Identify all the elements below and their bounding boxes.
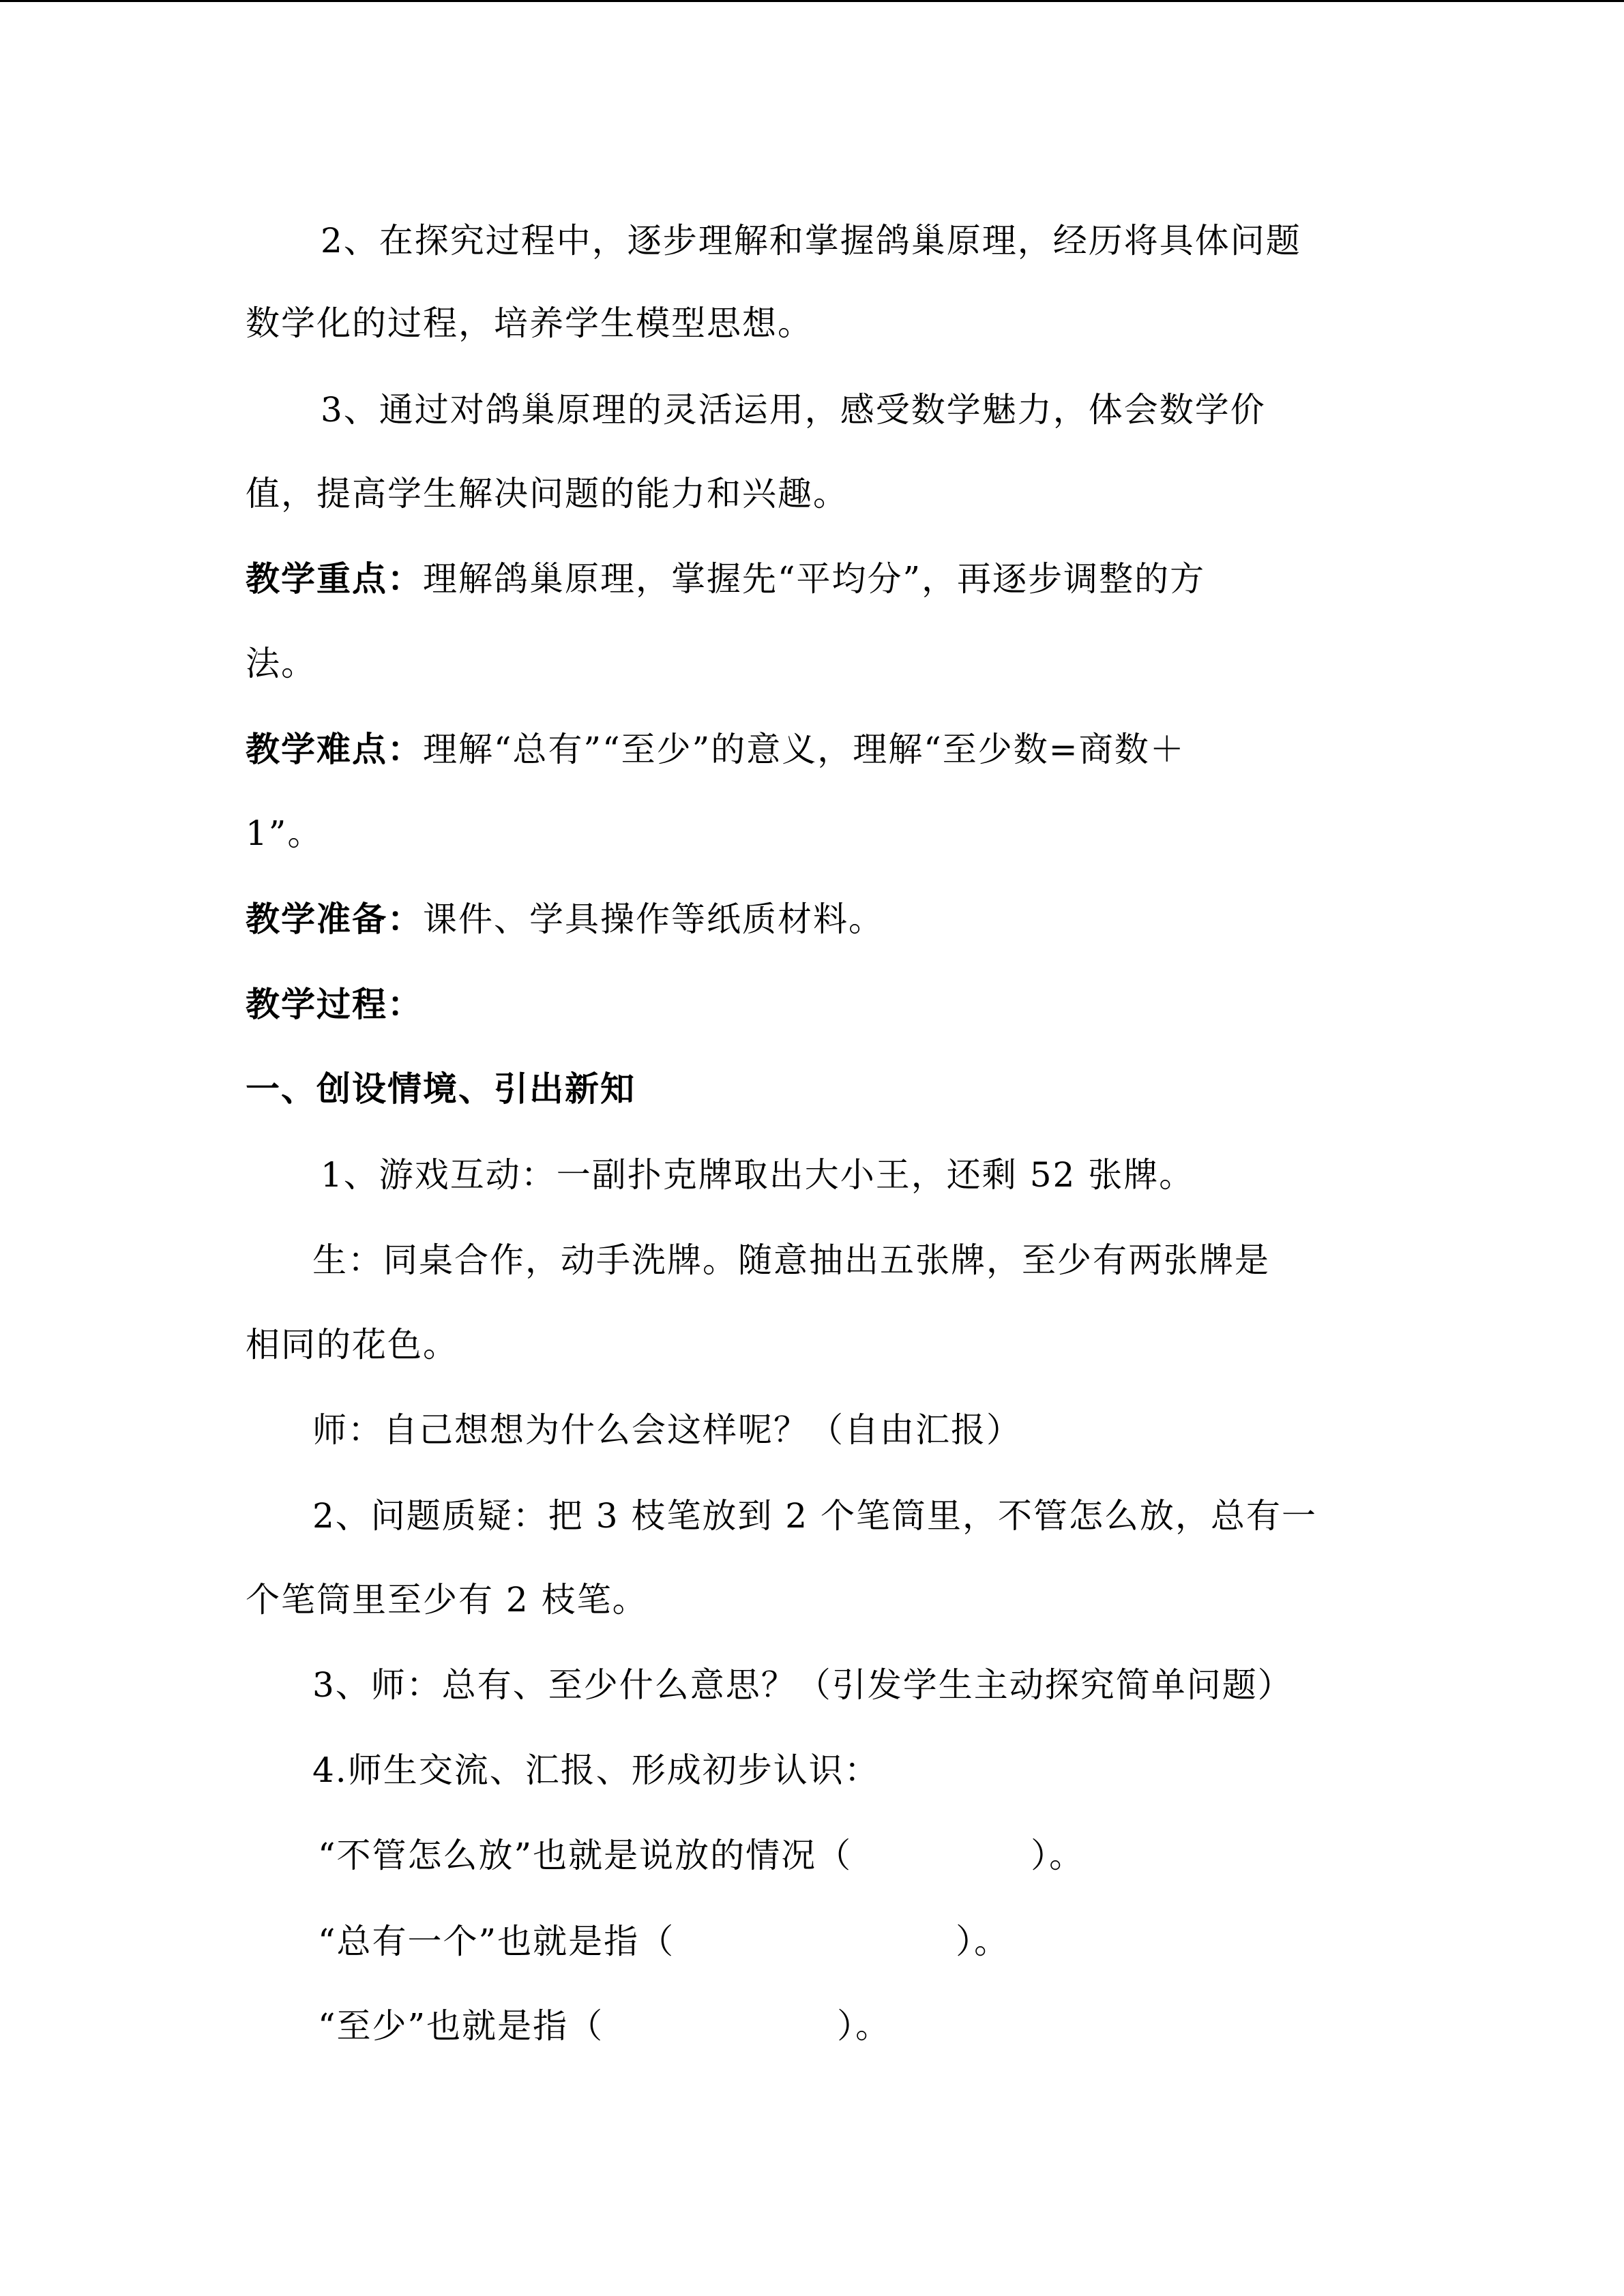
fill-in-2-suffix: ）。	[956, 1922, 1010, 1961]
step-3: 3、师：总有、至少什么意思？（引发学生主动探究简单问题）	[312, 1665, 1293, 1705]
preparation-text: 课件、学具操作等纸质材料。	[423, 899, 884, 939]
preparation-label: 教学准备：	[246, 899, 423, 939]
step-2-line-1: 2、问题质疑：把 3 枝笔放到 2 个笔筒里，不管怎么放，总有一	[312, 1496, 1318, 1536]
preparation-line	[246, 895, 884, 943]
fill-in-line-2	[318, 1918, 1009, 1965]
teacher-question: 师：自己想想为什么会这样呢？（自由汇报）	[312, 1410, 1022, 1450]
key-point-label: 教学重点：	[246, 559, 423, 599]
fill-in-3-suffix: ）。	[837, 2006, 891, 2046]
fill-in-line-1	[318, 1832, 1084, 1879]
student-line-2: 相同的花色。	[246, 1325, 458, 1365]
key-point-line-1	[246, 555, 1205, 603]
fill-in-3-prefix: “至少”也就是指（	[318, 2006, 604, 2046]
goal-3-line-2: 值，提高学生解决问题的能力和兴趣。	[246, 474, 848, 513]
fill-in-2-prefix: “总有一个”也就是指（	[318, 1922, 675, 1961]
section-1-heading: 一、创设情境、引出新知	[246, 1069, 636, 1109]
goal-3-line-1: 3、通过对鸽巢原理的灵活运用，感受数学魅力，体会数学价	[321, 390, 1266, 430]
student-line-1: 生：同桌合作，动手洗牌。随意抽出五张牌，至少有两张牌是	[312, 1240, 1270, 1280]
goal-2-line-2: 数学化的过程，培养学生模型思想。	[246, 303, 813, 343]
goal-2-line-1: 2、在探究过程中，逐步理解和掌握鸽巢原理，经历将具体问题	[321, 221, 1301, 260]
fill-in-line-3	[318, 2002, 891, 2050]
difficulty-label: 教学难点：	[246, 730, 423, 769]
key-point-text: 理解鸽巢原理，掌握先“平均分”，再逐步调整的方	[423, 559, 1206, 599]
difficulty-line-1	[246, 726, 1185, 773]
fill-in-1-suffix: ）。	[1031, 1836, 1085, 1875]
difficulty-line-2: 1”。	[246, 814, 323, 853]
step-4: 4.师生交流、汇报、形成初步认识：	[312, 1750, 880, 1790]
difficulty-text: 理解“总有”“至少”的意义，理解“至少数=商数＋	[423, 730, 1185, 769]
step-1: 1、游戏互动：一副扑克牌取出大小王，还剩 52 张牌。	[321, 1155, 1195, 1195]
process-heading: 教学过程：	[246, 985, 423, 1024]
step-2-line-2: 个笔筒里至少有 2 枝笔。	[246, 1580, 648, 1620]
key-point-line-2: 法。	[246, 644, 316, 683]
fill-in-1-prefix: “不管怎么放”也就是说放的情况（	[318, 1836, 853, 1875]
